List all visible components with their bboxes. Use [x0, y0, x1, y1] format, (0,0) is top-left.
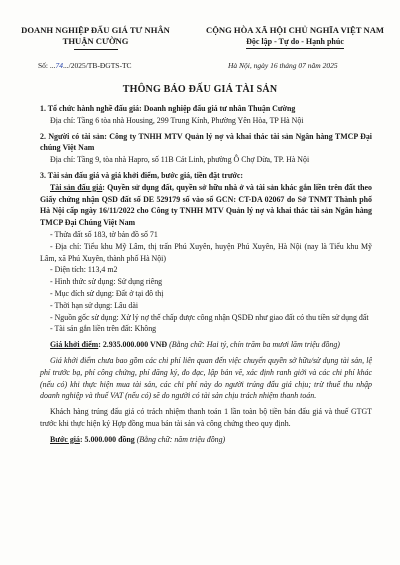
org-name-line1: DOANH NGHIỆP ĐẤU GIÁ TƯ NHÂN	[21, 25, 170, 35]
national-header	[190, 25, 400, 49]
asset-detail-item: - Địa chỉ: Tiểu khu Mỹ Lâm, thị trấn Phú Xuyên, huyện Phú Xuyên, Hà Nội (nay là Tiểu khu Mỹ Lâm, xã Phú Xuyên, thành phố Hà Nội)	[40, 241, 372, 263]
asset-detail-item: - Thời hạn sử dụng: Lâu dài	[50, 300, 139, 310]
bid-step	[40, 434, 372, 446]
section-1-address: Địa chỉ: Tầng 6 tòa nhà Housing, 299 Trung Kính, Phường Yên Hòa, TP Hà Nội	[50, 115, 304, 125]
payment-terms: Khách hàng trúng đấu giá có trách nhiệm thanh toán 1 lần toàn bộ tiền bán đấu giá và thuế GTGT trước khi thực hiện ký Hợp đồng mua bán tài sản và công chứng theo quy định.	[40, 407, 372, 428]
bid-step-label: Bước giá	[50, 434, 80, 444]
bid-step-words: (Bằng chữ: năm triệu đồng)	[134, 434, 226, 444]
price-note: Giá khởi điểm chưa bao gồm các chi phí liên quan đến việc chuyển quyền sở hữu/sử dụng tài sản, lệ phí trước bạ, phí công chứng, phí đăng ký, đo đạc, lập bản vẽ, xác định ranh giới và các chi phí khác (nếu có) khi thực hiện mua tài sản, các chi phí này do người trúng đấu giá chịu; trừ thuế thu nhập doanh nghiệp và thuế VAT (nếu có) sẽ do người có tài sản chịu trách nhiệm thanh toán.	[40, 355, 372, 401]
asset-label: Tài sản đấu giá	[50, 182, 103, 192]
starting-price-words: (Bằng chữ: Hai tỷ, chín trăm ba mươi lăm triệu đồng)	[167, 340, 340, 350]
doc-number-handwritten: 74	[55, 61, 64, 70]
bid-step-value: : 5.000.000 đồng	[79, 434, 135, 444]
section-1-heading: 1. Tổ chức hành nghề đấu giá: Doanh nghiệp đấu giá tư nhân Thuận Cường	[40, 104, 296, 113]
document-date: Hà Nội, ngày 16 tháng 07 năm 2025	[228, 61, 338, 70]
asset-detail-item: - Thửa đất số 183, tờ bản đồ số 71	[50, 229, 158, 239]
asset-detail-item: - Hình thức sử dụng: Sử dụng riêng	[50, 277, 163, 287]
asset-text: : Quyền sử dụng đất, quyền sở hữu nhà ở và tài sản khác gắn liền trên đất theo Giấy chứng nhận QSD đất số DE 529179 số vào sổ GCN: CT-DA 02067 do Sở TNMT Thành phố Hà Nội cấp ngày 16/11/2022 cho Công ty TNHH MTV Quản lý nợ và khai thác tài sản Ngân hàng TMCP Đại Chúng Việt Nam	[40, 182, 373, 228]
asset-detail-item: - Diện tích: 113,4 m2	[50, 265, 118, 275]
starting-price-label: Giá khởi điểm	[50, 340, 99, 350]
section-2-address: Địa chỉ: Tầng 9, tòa nhà Hapro, số 11B Cát Linh, phường Ô Chợ Dừa, TP. Hà Nội	[50, 155, 310, 165]
section-2-heading: 2. Người có tài sản: Công ty TNHH MTV Quản lý nợ và khai thác tài sản Ngân hàng TMCP Đại chúng Việt Nam	[40, 131, 372, 153]
organization-header	[8, 25, 183, 47]
asset-detail-item: - Nguồn gốc sử dụng: Xử lý nợ thế chấp được công nhận QSDĐ như giao đất có thu tiền sử dụng đất	[50, 312, 369, 322]
doc-number-suffix: .../2025/TB-ĐGTS-TC	[63, 61, 132, 70]
document-number	[38, 61, 132, 70]
header-divider	[74, 49, 118, 50]
document-body	[40, 103, 372, 446]
asset-detail-item: - Mục đích sử dụng: Đất ở tại đô thị	[50, 288, 164, 298]
asset-description	[40, 182, 372, 229]
page-title: THÔNG BÁO ĐẤU GIÁ TÀI SẢN	[122, 84, 278, 95]
org-name-line2: THUẬN CƯỜNG	[62, 36, 129, 46]
nation-motto: Độc lập - Tự do - Hạnh phúc	[246, 36, 344, 49]
asset-detail-item: - Tài sản gắn liền trên đất: Không	[50, 324, 157, 334]
doc-number-prefix: Số: ...	[38, 61, 56, 70]
nation-title: CỘNG HÒA XÃ HỘI CHỦ NGHĨA VIỆT NAM	[205, 25, 385, 35]
section-3-heading: 3. Tài sản đấu giá và giá khởi điểm, bước giá, tiền đặt trước:	[40, 170, 244, 180]
starting-price	[40, 339, 372, 351]
starting-price-value: : 2.935.000.000 VNĐ	[98, 340, 168, 350]
